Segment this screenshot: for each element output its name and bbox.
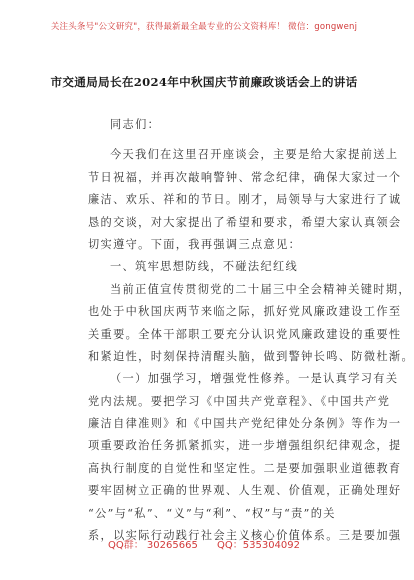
section-heading: 一、筑牢思想防线，不碰法纪红线 (110, 260, 299, 274)
paragraph-line: 也处于中秋国庆两节来临之际，抓好党风廉政建设工作至 (88, 305, 402, 319)
header-banner: 关注头条号"公文研究"，获得最新最全最专业的公文资料库！ 微信：gongwenj (50, 22, 358, 32)
footer-contact (0, 536, 408, 551)
paragraph-line: 恳的交谈，对大家提出了希望和要求，希望大家认真领会 (88, 215, 402, 229)
paragraph-line: 节日祝福，并再次敲响警钟、常念纪律，确保大家过一个 (88, 170, 402, 184)
paragraph-line: 党内法规。要把学习《中国共产党章程》、《中国共产党 (88, 394, 391, 408)
paragraph-line: （一）加强学习，增强党性修养。一是认真学习有关 (110, 372, 399, 386)
paragraph-line: “公”与“私”、“义”与“利”、“权”与“责”的关 (88, 506, 336, 520)
document-body (88, 114, 414, 547)
paragraph-line: 廉洁、欢乐、祥和的节日。刚才，局领导与大家进行了诚 (88, 193, 402, 207)
paragraph-line: 关重要。全体干部职工要充分认识党风廉政建设的重要性 (88, 327, 402, 341)
paragraph-line: 要牢固树立正确的世界观、人生观、价值观，正确处理好 (88, 484, 402, 498)
paragraph-line: 今天我们在这里召开座谈会，主要是给大家提前送上 (110, 148, 399, 162)
paragraph-line: 系，以实际行动践行社会主义核心价值体系。三是要加强 (88, 529, 402, 543)
paragraph-line: 当前正值宣传贯彻党的二十届三中全会精神关键时期， (110, 282, 411, 296)
footer-qq: QQ：535304092 (217, 540, 301, 551)
salutation-line: 同志们： (110, 118, 161, 131)
paragraph-line: 廉洁自律准则》和《中国共产党纪律处分条例》等作为一 (88, 417, 402, 431)
paragraph-line: 和紧迫性，时刻保持清醒头脑，做到警钟长鸣、防微杜渐。 (88, 349, 414, 363)
paragraph-line: 高执行制度的自觉性和坚定性。二是要加强职业道德教育 (88, 461, 402, 475)
paragraph-line: 项重要政治任务抓紧抓实，进一步增强组织纪律观念，提 (88, 439, 402, 453)
footer-qq-group: QQ群： 30265665 (107, 540, 198, 551)
document-title: 市交通局局长在2024年中秋国庆节前廉政谈话会上的讲话 (50, 75, 358, 89)
paragraph-line: 切实遵守。下面，我再强调三点意见： (88, 237, 302, 251)
